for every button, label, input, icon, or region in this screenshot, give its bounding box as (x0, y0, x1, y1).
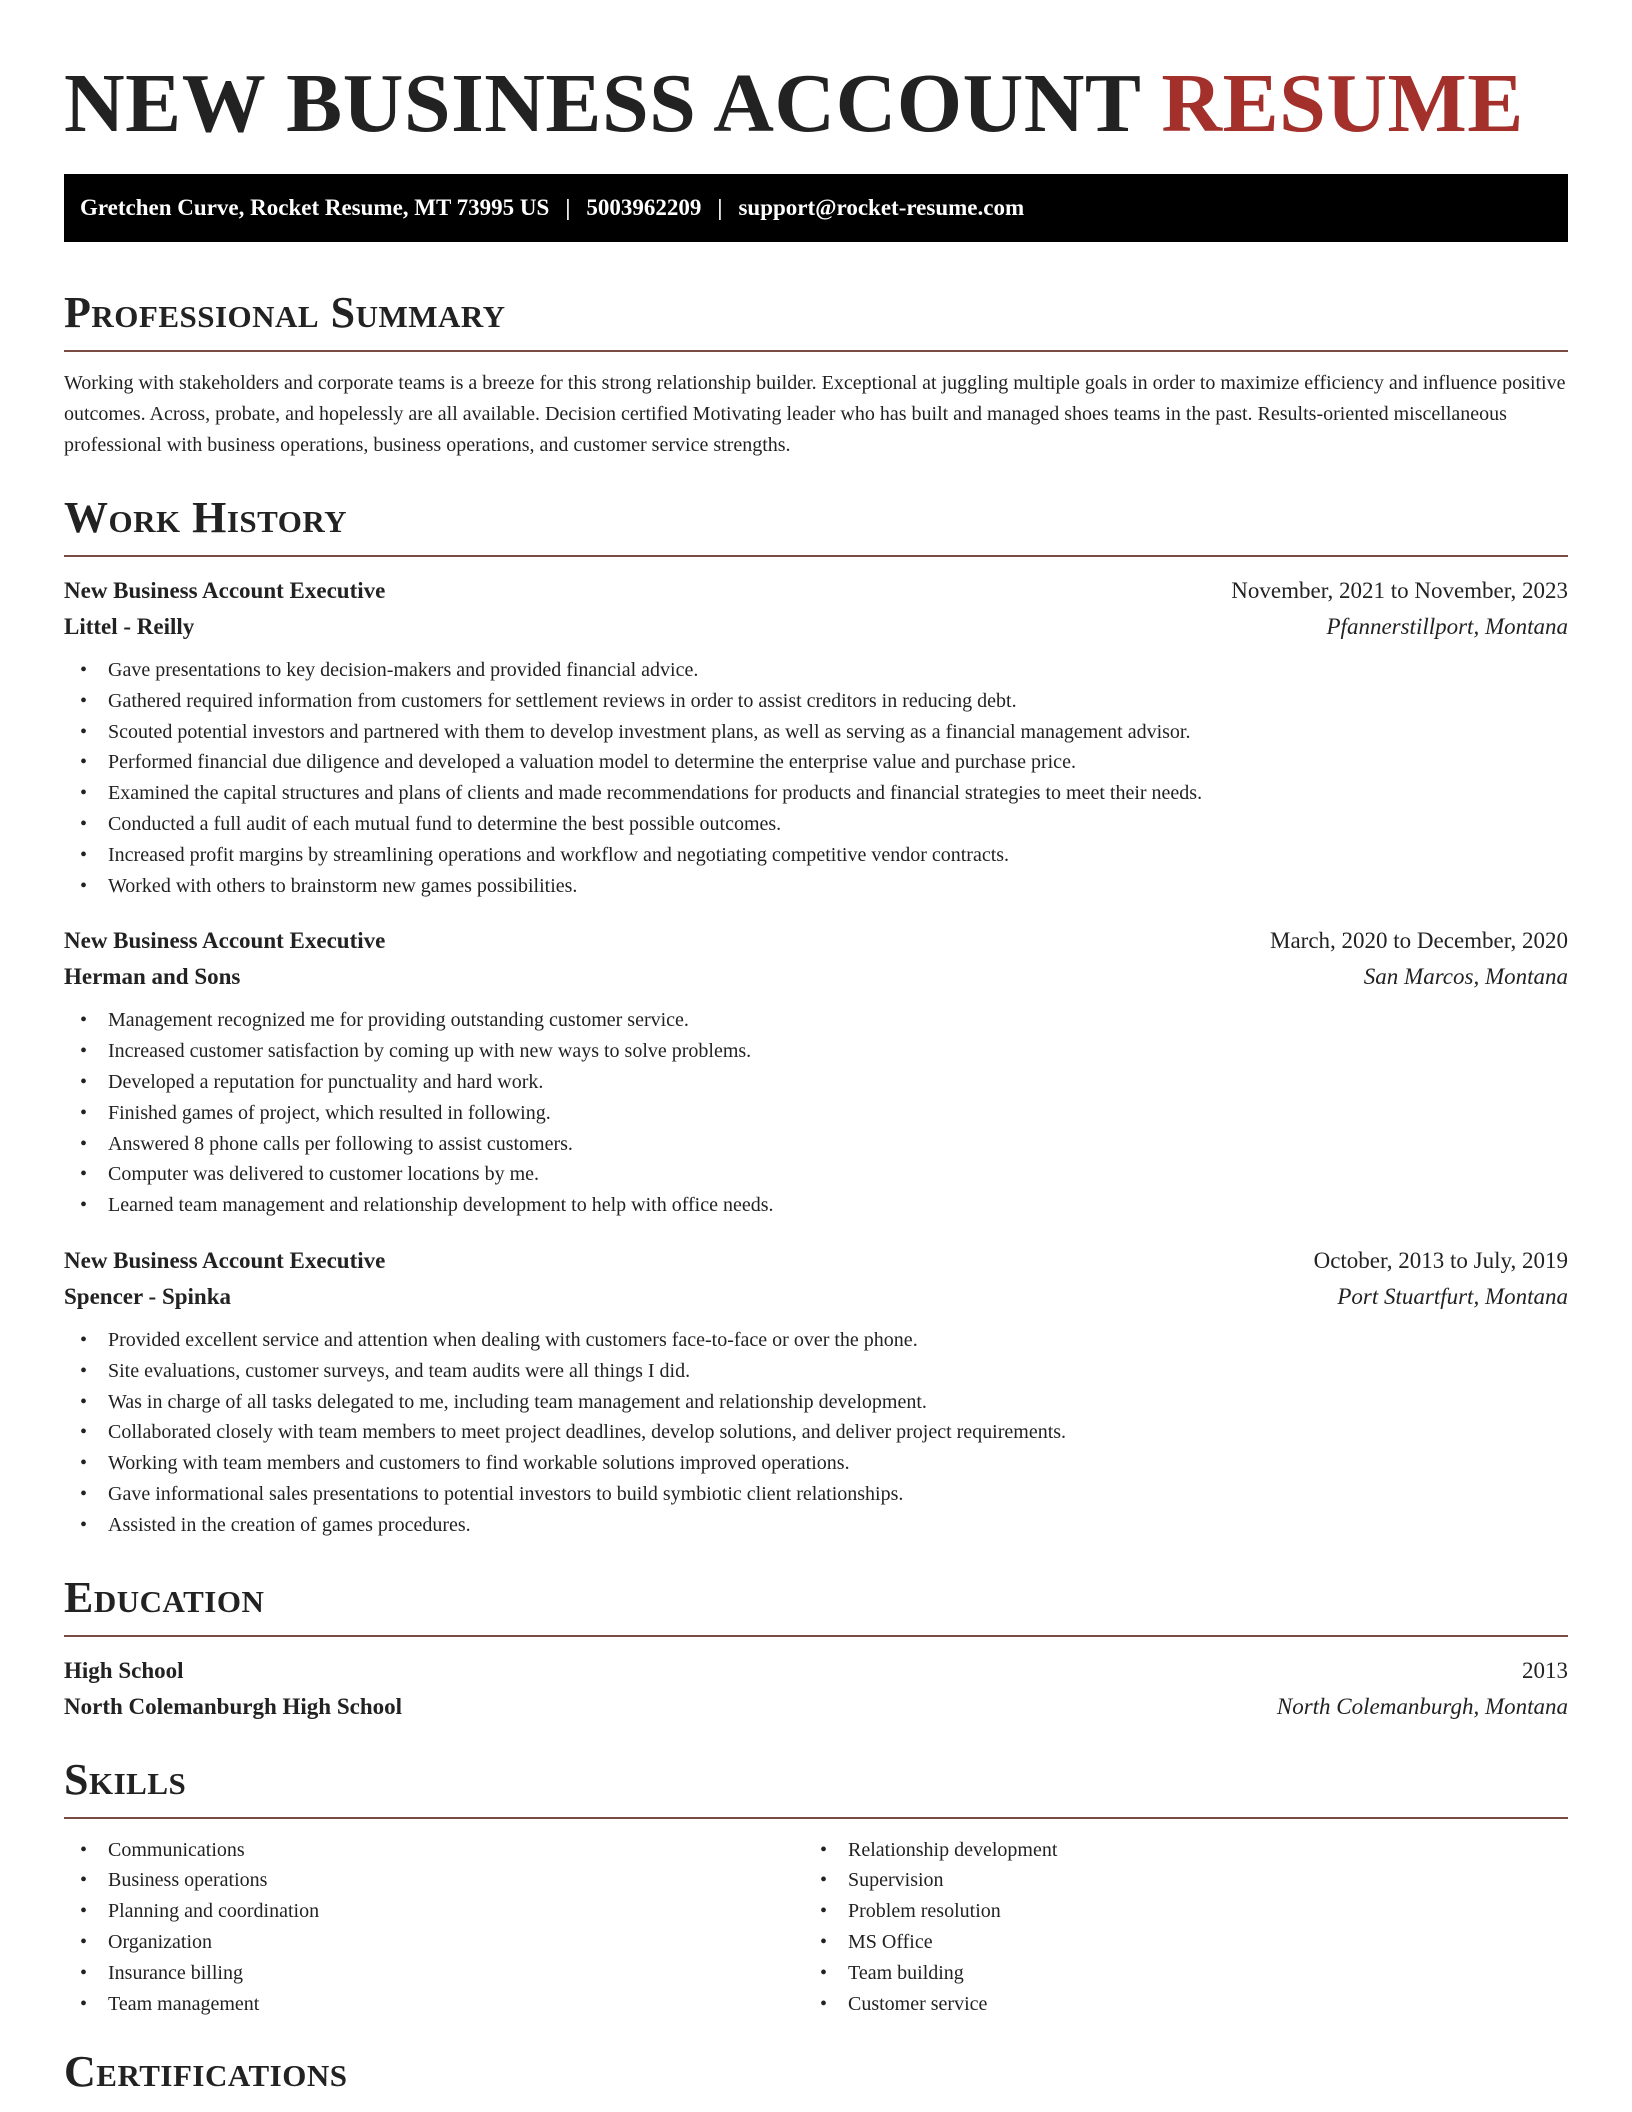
skills-column-right (804, 1835, 1544, 2020)
education-year: 2013 (1522, 1657, 1568, 1683)
contact-bar (64, 174, 1568, 242)
education-school-row (64, 1689, 1568, 1725)
job-location: Pfannerstillport, Montana (1326, 614, 1568, 639)
job-location: San Marcos, Montana (1363, 964, 1568, 990)
section-divider (64, 1635, 1568, 1637)
skill-item: • Planning and coordination (64, 1896, 804, 1927)
job-bullet: • Finished games of project, which resulted in following. (64, 1098, 1568, 1129)
job-bullet: • Computer was delivered to customer locations by me. (64, 1159, 1568, 1190)
job-bullet: • Scouted potential investors and partnered with them to develop investment plans, as well as serving as a financial management advisor. (64, 717, 1568, 748)
section-heading-summary: Professional Summary (64, 288, 506, 337)
skills-list-left (64, 1835, 804, 2020)
skill-item: • Relationship development (804, 1835, 1544, 1866)
skill-item: • Team management (64, 1989, 804, 2020)
job-title: New Business Account Executive (64, 928, 386, 954)
section-divider (64, 350, 1568, 352)
job-header-row (64, 1243, 1568, 1279)
resume-title (64, 0, 1568, 150)
job-bullet: • Performed financial due diligence and developed a valuation model to determine the enterprise value and purchase price. (64, 747, 1568, 778)
job-dates: October, 2013 to July, 2019 (1313, 1247, 1568, 1273)
skill-item: • Problem resolution (804, 1896, 1544, 1927)
job-bullet: • Collaborated closely with team members to meet project deadlines, develop solutions, and deliver project requirements. (64, 1417, 1568, 1448)
job-bullets (64, 1005, 1568, 1221)
section-heading-work-history: Work History (64, 493, 348, 542)
skill-item: • Customer service (804, 1989, 1544, 2020)
job-bullet: • Gave presentations to key decision-makers and provided financial advice. (64, 655, 1568, 686)
section-heading-certifications: Certifications (64, 2047, 348, 2097)
job-header-row (64, 573, 1568, 609)
job-company-row (64, 1279, 1568, 1315)
skill-item: • Business operations (64, 1865, 804, 1896)
job-company: Littel - Reilly (64, 614, 195, 639)
job-company: Spencer - Spinka (64, 1283, 232, 1309)
job-dates: March, 2020 to December, 2020 (1270, 928, 1568, 954)
skills-column-left (64, 1835, 804, 2020)
job-company: Herman and Sons (64, 964, 241, 990)
job-title: New Business Account Executive (64, 1247, 386, 1273)
job-bullet: • Worked with others to brainstorm new games possibilities. (64, 871, 1568, 902)
title-main: NEW BUSINESS ACCOUNT (64, 57, 1140, 150)
job-company-row (64, 959, 1568, 995)
contact-separator: | (565, 195, 571, 220)
contact-email: support@rocket-resume.com (738, 195, 1025, 220)
job-bullet: • Was in charge of all tasks delegated to me, including team management and relationship development. (64, 1387, 1568, 1418)
job-bullet: • Increased customer satisfaction by coming up with new ways to solve problems. (64, 1036, 1568, 1067)
summary-text: Working with stakeholders and corporate teams is a breeze for this strong relationship builder. Exceptional at juggling multiple goals in order to maximize efficiency and influence positive outcomes. Across, probate, and hopelessly are all available. Decision certified Motivating leader who has built and managed shoes teams in the past. Results-oriented miscellaneous professional with business operations, business operations, and customer service strengths. (64, 372, 1566, 456)
title-accent: RESUME (1161, 57, 1524, 150)
job-entry (64, 923, 1568, 1221)
job-bullet: • Assisted in the creation of games procedures. (64, 1510, 1568, 1541)
education-degree: High School (64, 1657, 184, 1683)
job-bullet: • Increased profit margins by streamlining operations and workflow and negotiating competitive vendor contracts. (64, 840, 1568, 871)
education-location: North Colemanburgh, Montana (1276, 1693, 1568, 1719)
job-bullet: • Gathered required information from customers for settlement reviews in order to assist creditors in reducing debt. (64, 686, 1568, 717)
job-bullet: • Learned team management and relationship development to help with office needs. (64, 1190, 1568, 1221)
job-bullet: • Working with team members and customers to find workable solutions improved operations. (64, 1448, 1568, 1479)
skill-item: • Communications (64, 1835, 804, 1866)
skills-grid (64, 1835, 1568, 2020)
skill-item: • Supervision (804, 1865, 1544, 1896)
contact-phone: 5003962209 (586, 195, 702, 220)
skill-item: • MS Office (804, 1927, 1544, 1958)
job-bullet: • Gave informational sales presentations to potential investors to build symbiotic client relationships. (64, 1479, 1568, 1510)
job-bullet: • Examined the capital structures and plans of clients and made recommendations for products and financial strategies to meet their needs. (64, 778, 1568, 809)
job-header-row (64, 923, 1568, 959)
job-company-row (64, 609, 1568, 645)
job-bullet: • Management recognized me for providing outstanding customer service. (64, 1005, 1568, 1036)
contact-separator: | (717, 195, 723, 220)
job-title: New Business Account Executive (64, 578, 386, 603)
section-divider (64, 555, 1568, 557)
section-heading-skills: Skills (64, 1754, 187, 1804)
skills-list-right (804, 1835, 1544, 2020)
job-entry (64, 1243, 1568, 1541)
job-bullets (64, 1325, 1568, 1541)
job-bullet: • Answered 8 phone calls per following to assist customers. (64, 1129, 1568, 1160)
job-bullet: • Provided excellent service and attention when dealing with customers face-to-face or over the phone. (64, 1325, 1568, 1356)
job-entry (64, 573, 1568, 901)
education-degree-row (64, 1653, 1568, 1689)
job-bullets (64, 655, 1568, 901)
skill-item: • Organization (64, 1927, 804, 1958)
job-bullet: • Conducted a full audit of each mutual fund to determine the best possible outcomes. (64, 809, 1568, 840)
education-school: North Colemanburgh High School (64, 1693, 403, 1719)
section-heading-education: Education (64, 1572, 265, 1622)
job-bullet: • Developed a reputation for punctuality and hard work. (64, 1067, 1568, 1098)
contact-address: Gretchen Curve, Rocket Resume, MT 73995 US (80, 195, 550, 220)
job-bullet: • Site evaluations, customer surveys, and team audits were all things I did. (64, 1356, 1568, 1387)
skill-item: • Insurance billing (64, 1958, 804, 1989)
job-location: Port Stuartfurt, Montana (1337, 1283, 1568, 1309)
job-dates: November, 2021 to November, 2023 (1231, 578, 1568, 603)
section-divider (64, 1817, 1568, 1819)
skill-item: • Team building (804, 1958, 1544, 1989)
